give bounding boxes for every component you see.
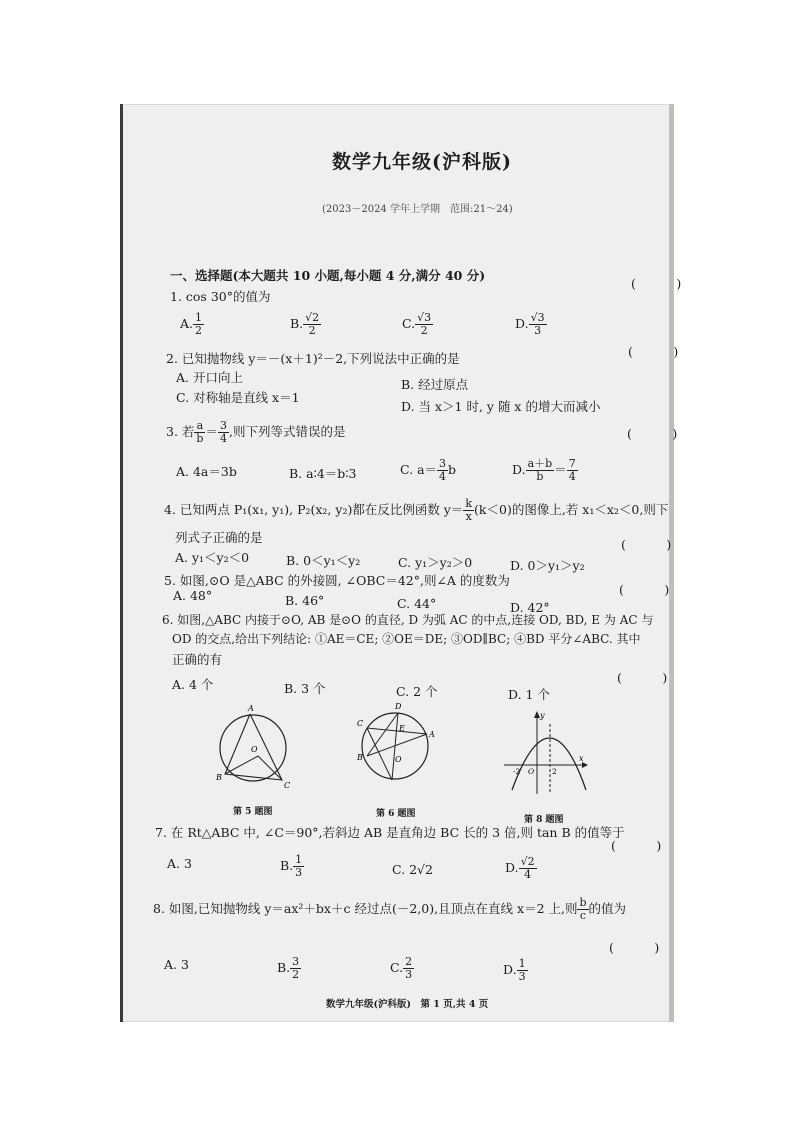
q5-option-b: B. 46° xyxy=(285,593,325,608)
fig8-label-2: 2 xyxy=(552,767,557,776)
q8-option-d: D. $\frac{1}{3}$ xyxy=(503,957,526,984)
question-5-stem: 5. 如图,⊙O 是△ABC 的外接圆, ∠OBC＝42°,则∠A 的度数为 xyxy=(164,573,510,588)
figure-5-caption: 第 5 题图 xyxy=(233,807,273,817)
fig6-chord-ab xyxy=(367,734,427,756)
q8-option-c: C. $\frac{2}{3}$ xyxy=(390,955,413,982)
fig6-label-b: B xyxy=(357,753,363,762)
answer-paren-q5: ( ) xyxy=(619,582,684,597)
answer-paren-q8: ( ) xyxy=(609,940,674,955)
question-2-stem: 2. 已知抛物线 y＝－(x＋1)²－2,下列说法中正确的是 xyxy=(166,351,460,366)
paper-left-edge xyxy=(120,104,123,1022)
figure-6-caption: 第 6 题图 xyxy=(376,809,416,819)
q1-option-b: B. $\frac{√2}{2}$ xyxy=(290,311,320,338)
q1-option-d: D. $\frac{√3}{3}$ xyxy=(515,311,545,338)
answer-paren-q3: ( ) xyxy=(627,426,692,441)
q8-option-a: A. 3 xyxy=(164,957,189,972)
q7-option-b: B. $\frac{1}{3}$ xyxy=(280,853,303,880)
fig8-label-x: x xyxy=(579,754,584,763)
answer-paren-q7: ( ) xyxy=(611,838,676,853)
fig6-label-e: E xyxy=(399,724,405,733)
fig5-label-b: B xyxy=(216,773,222,782)
fig6-chord-bd xyxy=(367,713,398,756)
q1-option-a: A. $\frac{1}{2}$ xyxy=(180,311,203,338)
q6-option-c: C. 2 个 xyxy=(396,684,438,699)
q5-option-d: D. 42° xyxy=(510,600,550,615)
section-heading: 一、选择题(本大题共 10 小题,每小题 4 分,满分 40 分) xyxy=(170,268,486,283)
question-6-line2: OD 的交点,给出下列结论: ①AE＝CE; ②OE＝DE; ③OD∥BC; ④BD 平分∠ABC. 其中 xyxy=(172,632,641,646)
fig6-chord-cb xyxy=(367,728,392,780)
q2-option-d: D. 当 x＞1 时, y 随 x 的增大而减小 xyxy=(401,399,601,414)
question-4-line2: 列式子正确的是 xyxy=(175,530,263,545)
q3-option-c: C. a＝ $\frac{3}{4}$ b xyxy=(400,457,457,484)
q1-option-c: C. $\frac{√3}{2}$ xyxy=(402,311,432,338)
q2-option-a: A. 开口向上 xyxy=(176,370,243,385)
fig8-parabola xyxy=(512,738,586,790)
q5-option-c: C. 44° xyxy=(397,596,437,611)
q2-option-c: C. 对称轴是直线 x＝1 xyxy=(176,390,300,405)
q6-option-d: D. 1 个 xyxy=(508,687,550,702)
q8-option-b: B. $\frac{3}{2}$ xyxy=(277,955,300,982)
q3-option-a: A. 4a＝3b xyxy=(176,464,237,479)
q7-option-a: A. 3 xyxy=(167,856,192,871)
answer-paren-q4: ( ) xyxy=(621,537,686,552)
question-6-line3: 正确的有 xyxy=(172,652,223,667)
fig6-label-d: D xyxy=(395,702,402,711)
fig5-segment-ob xyxy=(225,756,258,774)
paper-right-edge xyxy=(669,104,674,1022)
figure-6-circle-diagram xyxy=(355,696,445,801)
q4-option-d: D. 0＞y₁＞y₂ xyxy=(510,558,585,573)
figure-5-circle-diagram xyxy=(210,700,300,795)
q6-option-b: B. 3 个 xyxy=(284,681,326,696)
page-subtitle: (2023－2024 学年上学期 范围:21～24) xyxy=(322,204,513,215)
page-footer: 数学九年级(沪科版) 第 1 页,共 4 页 xyxy=(326,999,489,1010)
q5-option-a: A. 48° xyxy=(173,588,213,603)
answer-paren-q2: ( ) xyxy=(628,344,693,359)
question-7-stem: 7. 在 Rt△ABC 中, ∠C＝90°,若斜边 AB 是直角边 BC 长的 3 倍,则 tan B 的值等于 xyxy=(155,825,625,840)
fig8-label-origin: O xyxy=(528,767,535,776)
q6-option-a: A. 4 个 xyxy=(172,677,214,692)
page-title: 数学九年级(沪科版) xyxy=(332,151,512,173)
fig8-label-neg2: -2 xyxy=(513,767,521,776)
question-8-stem: 8. 如图,已知抛物线 y＝ax²＋bx＋c 经过点(－2,0),且顶点在直线 x＝2 上,则 $\frac{b}{c}$ 的值为 xyxy=(153,896,627,923)
fig5-label-a: A xyxy=(248,704,254,713)
fig6-label-a: A xyxy=(429,730,435,739)
q4-option-a: A. y₁＜y₂＜0 xyxy=(175,550,250,565)
fig6-label-c: C xyxy=(357,719,364,728)
q4-option-c: C. y₁＞y₂＞0 xyxy=(398,555,473,570)
q3-option-b: B. a∶4＝b∶3 xyxy=(289,466,357,481)
figure-8-caption: 第 8 题图 xyxy=(524,815,564,825)
fig5-label-c: C xyxy=(284,781,291,790)
fig8-label-y: y xyxy=(540,711,545,720)
answer-paren-q1: ( ) xyxy=(631,276,696,291)
q4-option-b: B. 0＜y₁＜y₂ xyxy=(286,553,361,568)
fig5-label-o: O xyxy=(251,745,258,754)
question-6-line1: 6. 如图,△ABC 内接于⊙O, AB 是⊙O 的直径, D 为弧 AC 的中点,连接 OD, BD, E 为 AC 与 xyxy=(162,613,654,627)
q7-option-c: C. 2√2 xyxy=(392,862,433,877)
fig6-label-o: O xyxy=(395,755,402,764)
q7-option-d: D. $\frac{√2}{4}$ xyxy=(505,855,535,882)
q3-option-d: D. $\frac{a+b}{b}$ ＝ $\frac{7}{4}$ xyxy=(512,457,576,484)
figure-8-parabola-graph xyxy=(500,706,590,801)
q2-option-b: B. 经过原点 xyxy=(401,377,469,392)
question-4-line1: 4. 已知两点 P₁(x₁, y₁), P₂(x₂, y₂)都在反比例函数 y＝ $\frac{k}{x}$ (k＜0)的图像上,若 x₁＜x₂＜0,则下 xyxy=(164,497,669,524)
question-3-stem: 3. 若 $\frac{a}{b}$ ＝ $\frac{3}{4}$ ,则下列等式错误的是 xyxy=(166,419,346,446)
answer-paren-q6: ( ) xyxy=(617,670,682,685)
question-1-stem: 1. cos 30°的值为 xyxy=(170,289,271,304)
